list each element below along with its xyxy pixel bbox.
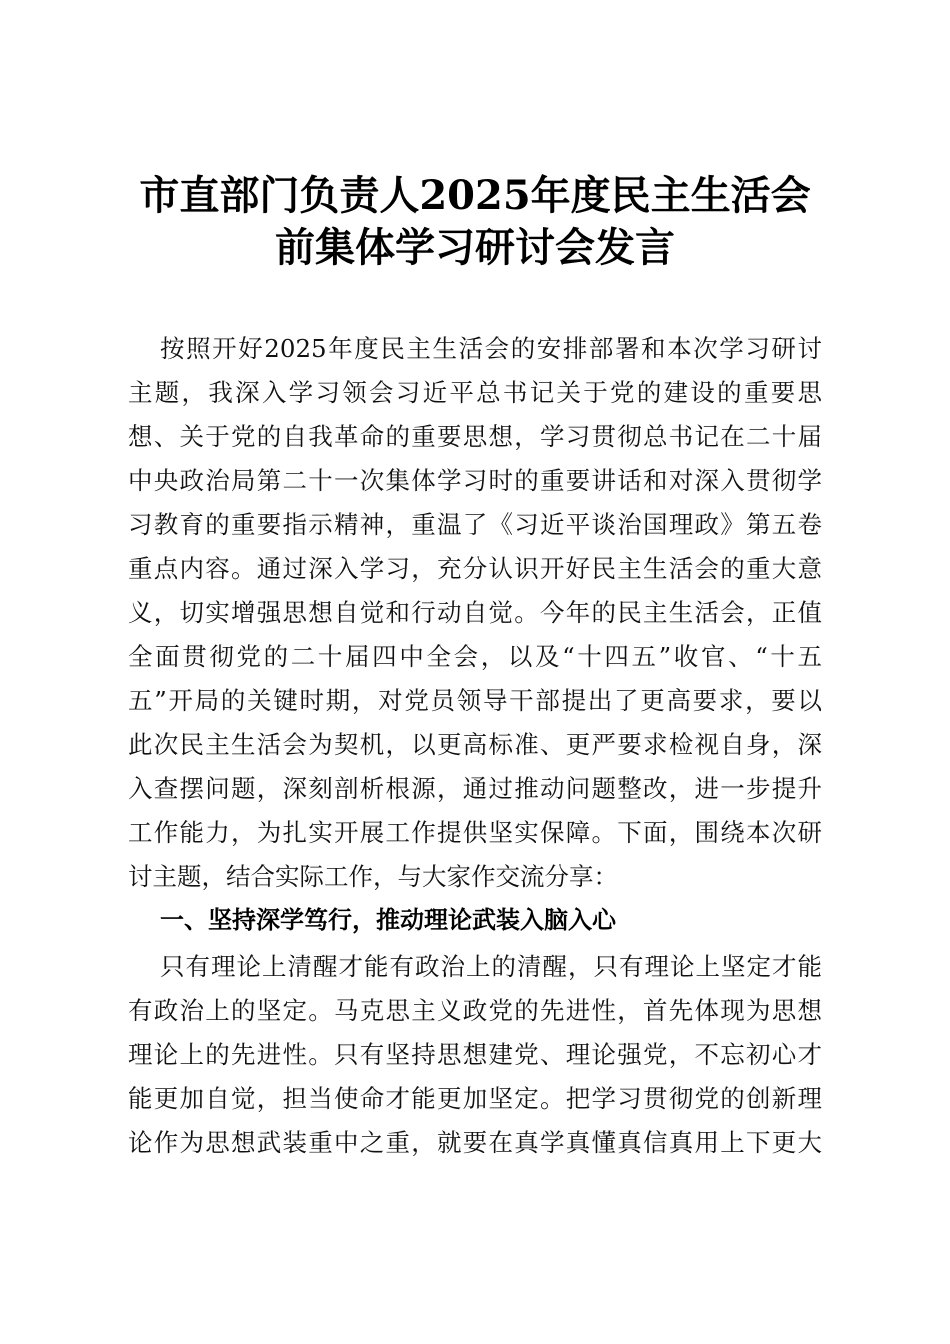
paragraph-1-line-1: 按照开好2025年度民主生活会的安排部署和本次学习研讨 [160, 334, 822, 363]
paragraph-2-line-5: 论作为思想武装重中之重，就要在真学真懂真信真用上下更大 [128, 1128, 822, 1157]
section-heading-1: 一、坚持深学笃行，推动理论武装入脑入心 [160, 906, 616, 934]
document-title-line-2: 前集体学习研讨会发言 [275, 224, 675, 271]
document-title-line-1: 市直部门负责人2025年度民主生活会 [139, 172, 811, 219]
paragraph-1-line-6: 重点内容。通过深入学习，充分认识开好民主生活会的重大意 [128, 554, 822, 583]
paragraph-2-line-4: 能更加自觉，担当使命才能更加坚定。把学习贯彻党的创新理 [128, 1084, 822, 1113]
paragraph-1-line-13: 讨主题，结合实际工作，与大家作交流分享： [128, 862, 618, 891]
paragraph-1-line-4: 中央政治局第二十一次集体学习时的重要讲话和对深入贯彻学 [128, 466, 822, 495]
paragraph-1-line-2: 主题，我深入学习领会习近平总书记关于党的建设的重要思 [128, 378, 822, 407]
paragraph-1-line-9: 五”开局的关键时期，对党员领导干部提出了更高要求，要以 [128, 686, 822, 715]
paragraph-1-line-11: 入查摆问题，深刻剖析根源，通过推动问题整改，进一步提升 [128, 774, 822, 803]
paragraph-1-line-5: 习教育的重要指示精神，重温了《习近平谈治国理政》第五卷 [128, 510, 822, 539]
paragraph-1-line-3: 想、关于党的自我革命的重要思想，学习贯彻总书记在二十届 [128, 422, 822, 451]
paragraph-1-line-10: 此次民主生活会为契机，以更高标准、更严要求检视自身，深 [128, 730, 822, 759]
paragraph-1-line-12: 工作能力，为扎实开展工作提供坚实保障。下面，围绕本次研 [128, 818, 822, 847]
paragraph-2-line-3: 理论上的先进性。只有坚持思想建党、理论强党，不忘初心才 [128, 1040, 822, 1069]
paragraph-1-line-8: 全面贯彻党的二十届四中全会，以及“十四五”收官、“十五 [128, 642, 822, 671]
paragraph-2-line-1: 只有理论上清醒才能有政治上的清醒，只有理论上坚定才能 [160, 952, 822, 981]
paragraph-2-line-2: 有政治上的坚定。马克思主义政党的先进性，首先体现为思想 [128, 996, 822, 1025]
paragraph-1-line-7: 义，切实增强思想自觉和行动自觉。今年的民主生活会，正值 [128, 598, 822, 627]
